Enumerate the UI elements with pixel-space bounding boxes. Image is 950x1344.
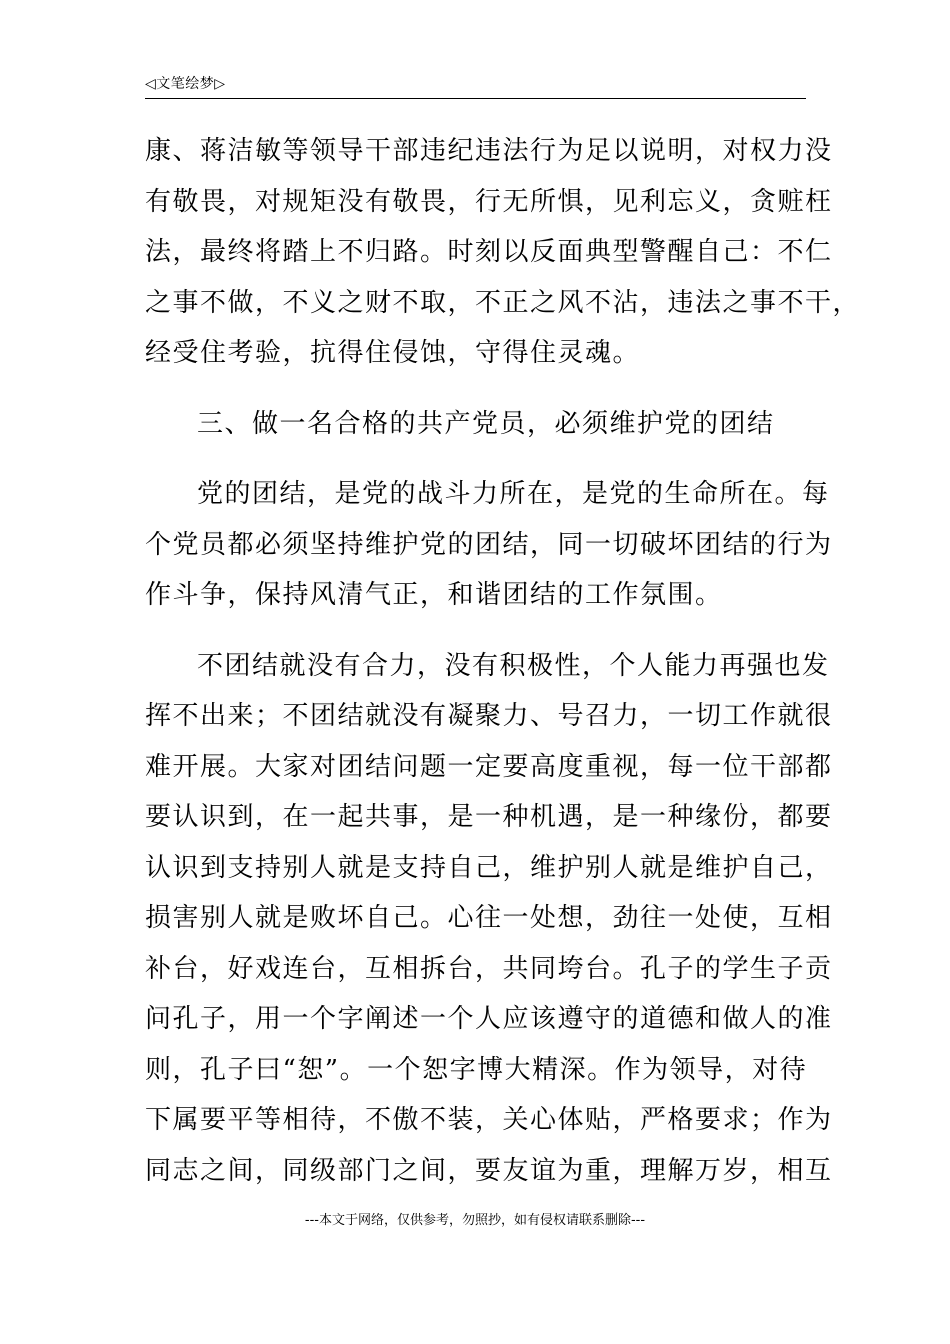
text-line: 要认识到，在一起共事，是一种机遇，是一种缘份，都要 — [145, 802, 833, 832]
document-body — [145, 126, 861, 1196]
paragraph-unity-importance — [145, 469, 833, 621]
text-line: 经受住考验，抗得住侵蚀，守得住灵魂。 — [145, 338, 641, 368]
text-line: 有敬畏，对规矩没有敬畏，行无所惧，见利忘义，贪赃枉 — [145, 186, 833, 217]
text-line: 补台，好戏连台，互相拆台，共同垮台。孔子的学生子贡 — [145, 953, 833, 984]
text-line: 损害别人就是败坏自己。心往一处想，劲往一处使，互相 — [145, 903, 833, 933]
text-line: 作斗争，保持风清气正，和谐团结的工作氛围。 — [145, 580, 723, 610]
paragraph-continuation — [145, 126, 861, 379]
text-line: 挥不出来；不团结就没有凝聚力、号召力，一切工作就很 — [145, 701, 833, 731]
header-title: ◁文笔绘梦▷ — [145, 76, 226, 92]
heading-line: 三、做一名合格的共产党员，必须维护党的团结 — [197, 408, 775, 439]
text-line: 不团结就没有合力，没有积极性，个人能力再强也发 — [197, 650, 830, 681]
text-line: 同志之间，同级部门之间，要友谊为重，理解万岁，相互 — [145, 1155, 833, 1186]
paragraph-unity-details — [145, 641, 833, 1197]
text-line: 康、蒋洁敏等领导干部违纪违法行为足以说明，对权力没 — [145, 136, 833, 166]
text-line: 下属要平等相待，不傲不装，关心体贴，严格要求；作为 — [145, 1105, 833, 1135]
text-line: 难开展。大家对团结问题一定要高度重视，每一位干部都 — [145, 751, 833, 782]
text-line: 问孔子，用一个字阐述一个人应该遵守的道德和做人的准 — [145, 1004, 833, 1034]
text-line: 则，孔子曰“恕”。一个恕字博大精深。作为领导，对待 — [145, 1054, 808, 1085]
page-header — [145, 74, 806, 99]
text-line: 个党员都必须坚持维护党的团结，同一切破坏团结的行为 — [145, 529, 833, 560]
page-footer: ---本文于网络，仅供参考，勿照抄，如有侵权请联系删除--- — [304, 1213, 646, 1228]
text-line: 党的团结，是党的战斗力所在，是党的生命所在。每 — [197, 479, 830, 509]
text-line: 认识到支持别人就是支持自己，维护别人就是维护自己， — [145, 852, 833, 883]
text-line: 法，最终将踏上不归路。时刻以反面典型警醒自己：不仁 — [145, 237, 833, 267]
section-heading — [145, 399, 810, 450]
text-line: 之事不做，不义之财不取，不正之风不沾，违法之事不干， — [145, 287, 861, 318]
